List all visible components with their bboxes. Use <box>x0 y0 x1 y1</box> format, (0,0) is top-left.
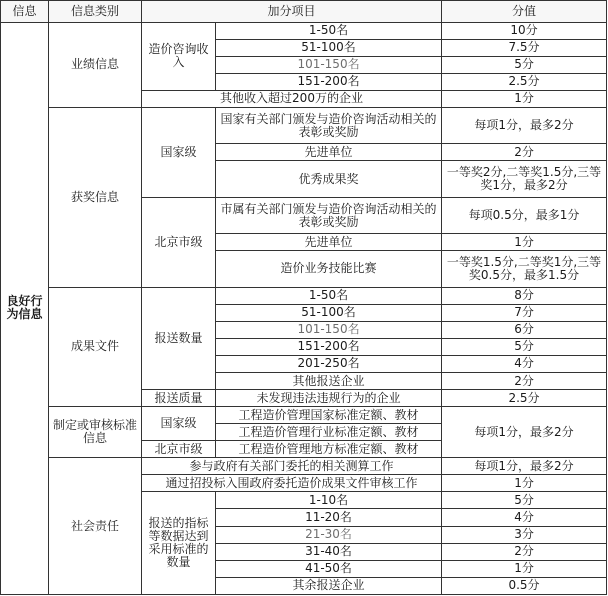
item-cell: 参与政府有关部门委托的相关测算工作 <box>142 458 442 475</box>
item-cell: 其他报送企业 <box>216 372 442 389</box>
score-cell: 2分 <box>442 543 607 560</box>
social-sub-label: 报送的指标等数据达到采用标准的数量 <box>142 492 216 595</box>
item-cell: 工程造价管理国家标准定额、教材 <box>216 407 442 424</box>
score-cell: 2分 <box>442 372 607 389</box>
item-cell: 市属有关部门颁发与造价咨询活动相关的表彰或奖励 <box>216 197 442 233</box>
good-behavior-label: 良好行为信息 <box>1 22 49 594</box>
item-cell: 通过招投标入围政府委托造价成果文件审核工作 <box>142 475 442 492</box>
item-cell: 优秀成果奖 <box>216 161 442 197</box>
score-cell: 10分 <box>442 22 607 39</box>
item-cell: 工程造价管理地方标准定额、教材 <box>216 441 442 458</box>
item-cell: 201-250名 <box>216 355 442 372</box>
score-cell: 5分 <box>442 56 607 73</box>
item-cell: 其余报送企业 <box>216 577 442 594</box>
score-cell: 8分 <box>442 287 607 304</box>
results-quality-label: 报送质量 <box>142 390 216 407</box>
table-row <box>1 287 607 304</box>
awards-national-label: 国家级 <box>142 107 216 197</box>
results-label: 成果文件 <box>49 287 142 406</box>
social-label: 社会责任 <box>49 458 142 595</box>
score-cell: 1分 <box>442 475 607 492</box>
standards-national-label: 国家级 <box>142 407 216 441</box>
item-cell: 先进单位 <box>216 234 442 251</box>
header-row <box>1 1 607 23</box>
item-cell: 先进单位 <box>216 144 442 161</box>
score-cell: 一等奖1.5分,二等奖1分,三等奖0.5分，最多1.5分 <box>442 251 607 287</box>
table-row <box>1 458 607 475</box>
table-row <box>1 107 607 143</box>
item-cell: 未发现违法违规行为的企业 <box>216 390 442 407</box>
item-cell: 51-100名 <box>216 304 442 321</box>
item-cell: 101-150名 <box>216 321 442 338</box>
item-cell: 造价业务技能比赛 <box>216 251 442 287</box>
standards-label: 制定或审核标准信息 <box>49 407 142 458</box>
score-cell: 每项1分，最多2分 <box>442 458 607 475</box>
header-category: 信息类别 <box>49 1 142 23</box>
item-cell: 国家有关部门颁发与造价咨询活动相关的表彰或奖励 <box>216 107 442 143</box>
score-cell: 3分 <box>442 526 607 543</box>
item-cell: 21-30名 <box>216 526 442 543</box>
score-cell: 6分 <box>442 321 607 338</box>
item-cell: 1-50名 <box>216 22 442 39</box>
score-cell: 1分 <box>442 90 607 107</box>
item-cell: 其他收入超过200万的企业 <box>142 90 442 107</box>
score-cell: 2分 <box>442 144 607 161</box>
score-cell: 4分 <box>442 509 607 526</box>
performance-sub-label: 造价咨询收入 <box>142 22 216 90</box>
item-cell: 41-50名 <box>216 560 442 577</box>
results-sub-label: 报送数量 <box>142 287 216 389</box>
item-cell: 1-50名 <box>216 287 442 304</box>
item-cell: 工程造价管理行业标准定额、教材 <box>216 424 442 441</box>
score-cell: 2.5分 <box>442 390 607 407</box>
score-cell: 4分 <box>442 355 607 372</box>
table-row <box>1 407 607 424</box>
header-info: 信息 <box>1 1 49 23</box>
header-score: 分值 <box>442 1 607 23</box>
awards-label: 获奖信息 <box>49 107 142 287</box>
score-cell: 0.5分 <box>442 577 607 594</box>
item-cell: 101-150名 <box>216 56 442 73</box>
item-cell: 151-200名 <box>216 338 442 355</box>
score-cell: 每项1分，最多2分 <box>442 107 607 143</box>
item-cell: 31-40名 <box>216 543 442 560</box>
standards-beijing-label: 北京市级 <box>142 441 216 458</box>
score-cell: 5分 <box>442 492 607 509</box>
performance-label: 业绩信息 <box>49 22 142 107</box>
score-cell: 1分 <box>442 560 607 577</box>
score-cell: 7分 <box>442 304 607 321</box>
header-item: 加分项目 <box>142 1 442 23</box>
score-cell: 每项1分，最多2分 <box>442 407 607 458</box>
item-cell: 11-20名 <box>216 509 442 526</box>
awards-beijing-label: 北京市级 <box>142 197 216 287</box>
item-cell: 51-100名 <box>216 39 442 56</box>
score-cell: 1分 <box>442 234 607 251</box>
score-cell: 7.5分 <box>442 39 607 56</box>
table-row <box>1 22 607 39</box>
item-cell: 1-10名 <box>216 492 442 509</box>
score-cell: 2.5分 <box>442 73 607 90</box>
score-cell: 5分 <box>442 338 607 355</box>
item-cell: 151-200名 <box>216 73 442 90</box>
score-cell: 每项0.5分，最多1分 <box>442 197 607 233</box>
score-cell: 一等奖2分,二等奖1.5分,三等奖1分，最多2分 <box>442 161 607 197</box>
